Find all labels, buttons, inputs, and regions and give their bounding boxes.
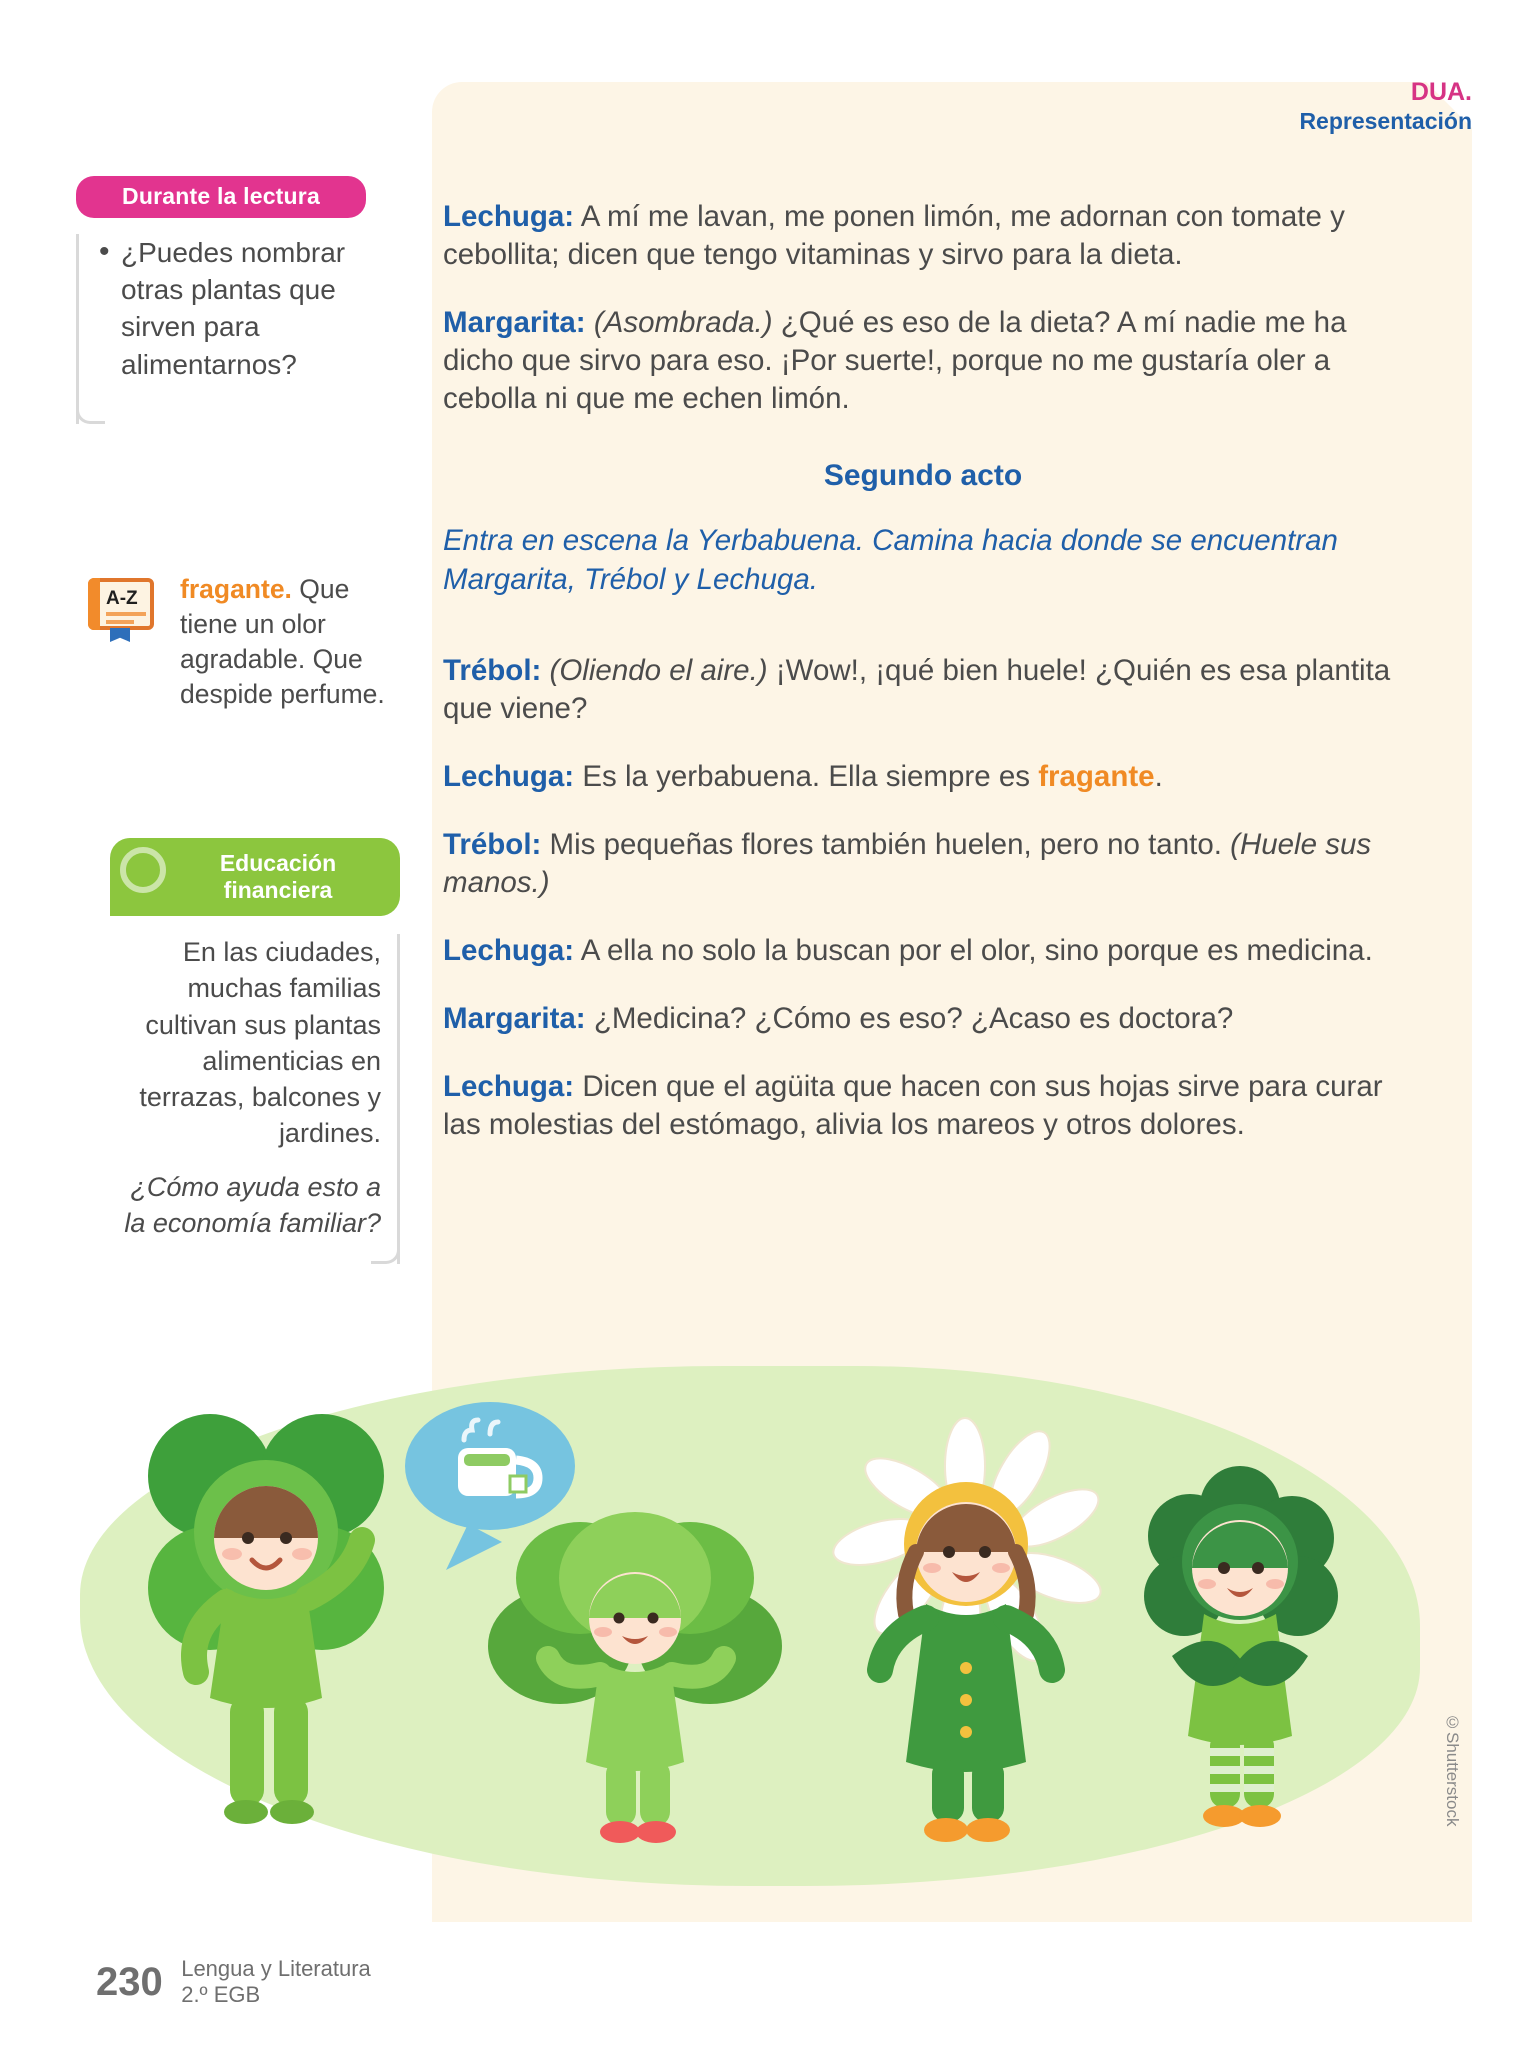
script-line [443,652,1403,729]
stage-note: (Huele sus manos.) [443,828,1372,900]
script-line [443,758,1403,796]
financial-education-box [110,838,400,1264]
speaker-name: Lechuga: [443,760,575,794]
page-number: 230 [96,1959,163,2004]
lechuga-child [488,1512,782,1843]
financial-education-tab [110,838,400,916]
margarita-child [828,1418,1106,1842]
financial-education-question: ¿Cómo ayuda esto a la economía familiar? [124,1172,381,1239]
script-line [443,304,1403,419]
page-footer [96,1956,371,2009]
financial-education-paragraph: En las ciudades, muchas familias cultivan sus plantas alimenticias en terrazas, balcones y jardines. [139,937,381,1149]
glossary-definition: Que tiene un olor agradable. Que despide perfume. [180,574,385,709]
footer-subject-line1: Lengua y Literatura [181,1956,371,1981]
speaker-name: Lechuga: [443,199,575,233]
footer-subject-line2: 2.º EGB [181,1982,261,2008]
script-line [443,1068,1403,1145]
circle-icon [120,847,166,893]
stage-note: (Asombrada.) [585,305,773,339]
dua-label [1299,78,1472,135]
during-reading-question: • ¿Puedes nombrar otras plantas que sirven para alimentarnos? [97,234,366,383]
financial-education-body [110,934,400,1263]
line-text: ¡Wow!, ¡qué bien huele! ¿Quién es esa plantita que viene? [443,654,1391,726]
line-text: ¿Medicina? ¿Cómo es eso? ¿Acaso es doctora? [585,1002,1234,1036]
during-reading-tab: Durante la lectura [76,176,366,218]
script-line [443,932,1403,970]
line-text: Es la yerbabuena. Ella siempre es [574,760,1039,794]
script-line [443,1000,1403,1038]
plant-children-illustration [60,1356,1480,1916]
speaker-name: Margarita: [443,1002,586,1036]
speaker-name: Trébol: [443,654,542,688]
line-tail: . [1154,760,1163,794]
script-line [443,826,1403,903]
line-text: A mí me lavan, me ponen limón, me adornan con tomate y cebollita; dicen que tengo vitaminas y sirvo para la dieta. [443,199,1345,271]
line-text: Mis pequeñas flores también huelen, pero no tanto. [541,828,1222,862]
speaker-name: Lechuga: [443,1070,575,1103]
illustration [60,1356,1480,1916]
dua-subtitle: Representación [1299,107,1472,134]
speaker-name: Lechuga: [443,934,575,968]
play-script [443,168,1403,1165]
yerbabuena-child [1144,1466,1338,1827]
stage-note: (Oliendo el aire.) [541,654,768,688]
glossary-highlight: fragante [1038,760,1155,794]
during-reading-body [76,234,366,424]
during-reading-box [76,176,366,424]
az-book-icon: A-Z [84,572,160,644]
glossary-text [180,572,394,712]
financial-education-label-1: Educación [219,850,337,876]
image-credit: ©Shutterstock [1443,1712,1462,1826]
stage-direction: Entra en escena la Yerbabuena. Camina hacia donde se encuentran Margarita, Trébol y Lechuga. [443,524,1338,597]
line-text: Dicen que el agüita que hacen con sus hojas sirve para curar las molestias del estómago, alivia los mareos y otros dolores. [443,1070,1383,1142]
footer-subject [181,1956,371,2009]
act-title: Segundo acto [823,458,1023,492]
line-text: A ella no solo la buscan por el olor, sino porque es medicina. [574,934,1373,968]
trebol-child [148,1414,384,1824]
financial-education-label-2: financiera [223,877,333,904]
speaker-name: Trébol: [443,828,542,862]
glossary-word: fragante. [180,574,292,604]
script-line [443,198,1403,275]
glossary-box [84,572,394,712]
line-text: ¿Qué es eso de la dieta? A mí nadie me ha dicho que sirvo para eso. ¡Por suerte!, porque no me gustaría oler a cebolla ni que me echen limón. [443,305,1347,416]
speaker-name: Margarita: [443,305,586,339]
dua-title: DUA. [1410,78,1472,106]
